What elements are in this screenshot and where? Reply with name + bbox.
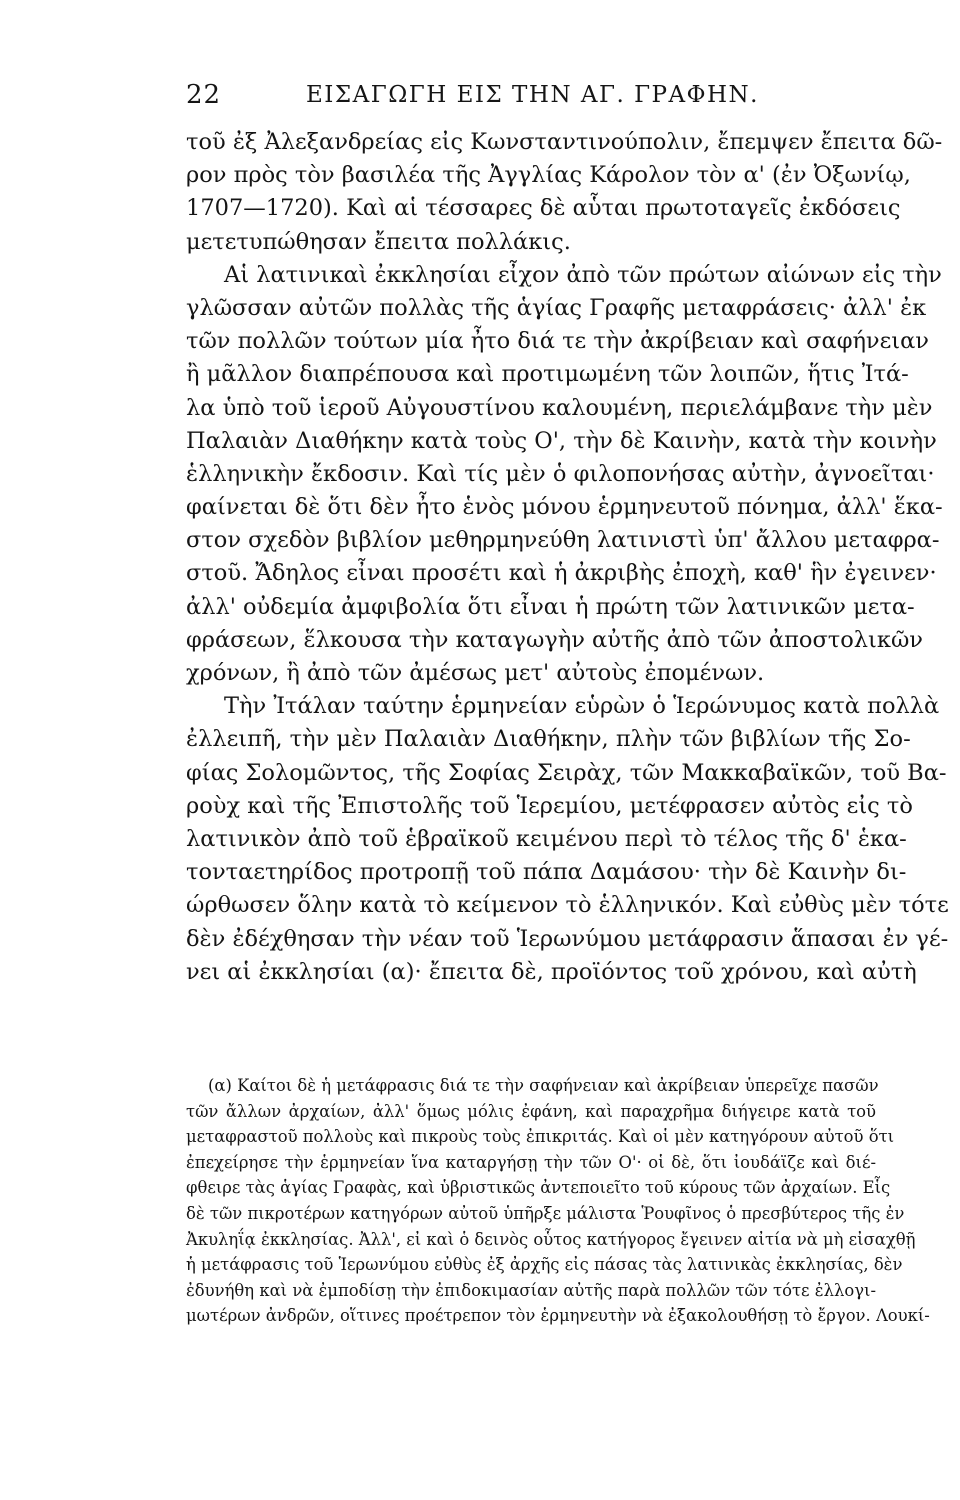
footnotes <box>186 1073 930 1329</box>
text-line: φίας Σολομῶντος, τῆς Σοφίας Σειρὰχ, τῶν Μακκαβαϊκῶν, τοῦ Βα- <box>186 759 947 786</box>
paragraph-start-line: Αἱ λατινικαὶ ἐκκλησίαι εἶχον ἀπὸ τῶν πρώτων αἰώνων εἰς τὴν <box>224 261 942 288</box>
text-line: ἢ μᾶλλον διαπρέπουσα καὶ προτιμωμένη τῶν λοιπῶν, ἥτις Ἰτά- <box>186 361 909 388</box>
footnote-line: δὲ τῶν πικροτέρων κατηγόρων αὐτοῦ ὑπῆρξε μάλιστα Ῥουφῖνος ὁ πρεσβύτερος τῆς ἐν <box>186 1203 905 1223</box>
text-line: μετετυπώθησαν ἔπειτα πολλάκις. <box>186 228 571 255</box>
text-line: λα ὑπὸ τοῦ ἱεροῦ Αὐγουστίνου καλουμένη, περιελάμβανε τὴν μὲν <box>186 394 933 421</box>
running-title: ΕΙΣΑΓΩΓΗ ΕΙΣ ΤΗΝ ΑΓ. ΓΡΑΦΗΝ. <box>306 82 759 108</box>
text-line: τοῦ ἐξ Ἀλεξανδρείας εἰς Κωνσταντινούπολιν, ἔπεμψεν ἔπειτα δῶ- <box>186 129 943 155</box>
text-line: στον σχεδὸν βιβλίον μεθηρμηνεύθη λατινιστὶ ὑπ' ἄλλου μεταφρα- <box>186 527 940 554</box>
main-text <box>186 126 949 989</box>
text-line: γλῶσσαν αὐτῶν πολλὰς τῆς ἁγίας Γραφῆς μεταφράσεις· ἀλλ' ἐκ <box>186 294 927 321</box>
footnote-line: τῶν ἄλλων ἀρχαίων, ἀλλ' ὅμως μόλις ἐφάνη, καὶ παραχρῆμα διήγειρε κατὰ τοῦ <box>186 1101 876 1121</box>
text-line: χρόνων, ἢ ἀπὸ τῶν ἀμέσως μετ' αὐτοὺς ἐπομένων. <box>186 660 765 686</box>
text-line: στοῦ. Ἄδηλος εἶναι προσέτι καὶ ἡ ἀκριβὴς ἐποχὴ, καθ' ἣν ἐγεινεν· <box>186 560 937 587</box>
text-line: ροὺχ καὶ τῆς Ἐπιστολῆς τοῦ Ἱερεμίου, μετέφρασεν αὐτὸς εἰς τὸ <box>186 792 913 819</box>
footnote-line: ἐδυνήθη καὶ νὰ ἐμποδίσῃ τὴν ἐπιδοκιμασίαν αὐτῆς παρὰ πολλῶν τῶν τότε ἐλλογι- <box>186 1280 876 1300</box>
page-header <box>186 76 876 120</box>
footnote-line: ἡ μετάφρασις τοῦ Ἱερωνύμου εὐθὺς ἐξ ἀρχῆς εἰς πάσας τὰς λατινικὰς ἐκκλησίας, δὲν <box>186 1255 903 1275</box>
text-line: τονταετηρίδος προτροπῇ τοῦ πάπα Δαμάσου· τὴν δὲ Καινὴν δι- <box>186 859 907 886</box>
text-line: δὲν ἐδέχθησαν τὴν νέαν τοῦ Ἱερωνύμου μετάφρασιν ἅπασαι ἐν γέ- <box>186 925 949 952</box>
paragraph-start-line: Τὴν Ἰτάλαν ταύτην ἑρμηνείαν εὑρὼν ὁ Ἱερώνυμος κατὰ πολλὰ <box>224 693 940 720</box>
text-line: ώρθωσεν ὅλην κατὰ τὸ κείμενον τὸ ἑλληνικόν. Καὶ εὐθὺς μὲν τότε <box>186 892 949 919</box>
text-line: ρον πρὸς τὸν βασιλέα τῆς Ἀγγλίας Κάρολον τὸν α' (ἐν Ὀξωνίῳ, <box>186 162 911 189</box>
text-line: τῶν πολλῶν τούτων μία ἦτο διά τε τὴν ἀκρίβειαν καὶ σαφήνειαν <box>186 328 929 355</box>
text-line: ἑλληνικὴν ἔκδοσιν. Καὶ τίς μὲν ὁ φιλοπονήσας αὐτὴν, ἀγνοεῖται· <box>186 460 935 487</box>
text-line: φράσεων, ἕλκουσα τὴν καταγωγὴν αὐτῆς ἀπὸ τῶν ἀποστολικῶν <box>186 626 923 653</box>
text-line: 1707—1720). Καὶ αἱ τέσσαρες δὲ αὗται πρωτοταγεῖς ἐκδόσεις <box>186 195 901 222</box>
text-line: νει αἱ ἐκκλησίαι (α)· ἔπειτα δὲ, προϊόντος τοῦ χρόνου, καὶ αὐτὴ <box>186 958 917 985</box>
footnote-line: μωτέρων ἀνδρῶν, οἵτινες προέτρεπον τὸν ἑρμηνευτὴν νὰ ἐξακολουθήσῃ τὸ ἔργον. Λουκί- <box>186 1306 930 1326</box>
text-line: ἐλλειπῆ, τὴν μὲν Παλαιὰν Διαθήκην, πλὴν τῶν βιβλίων τῆς Σο- <box>186 726 911 753</box>
text-line: Παλαιὰν Διαθήκην κατὰ τοὺς Ο', τὴν δὲ Καινὴν, κατὰ τὴν κοινὴν <box>186 427 937 454</box>
footnote-line: μεταφραστοῦ πολλοὺς καὶ πικροὺς τοὺς ἐπικριτάς. Καὶ οἱ μὲν κατηγόρουν αὐτοῦ ὅτι <box>186 1127 895 1147</box>
text-line: φαίνεται δὲ ὅτι δὲν ἦτο ἑνὸς μόνου ἑρμηνευτοῦ πόνημα, ἀλλ' ἕκα- <box>186 494 943 521</box>
footnote-line: (α) Καίτοι δὲ ἡ μετάφρασις διά τε τὴν σαφήνειαν καὶ ἀκρίβειαν ὑπερεῖχε πασῶν <box>208 1076 879 1095</box>
text-line: λατινικὸν ἀπὸ τοῦ ἑβραϊκοῦ κειμένου περὶ τὸ τέλος τῆς δ' ἑκα- <box>186 825 907 852</box>
footnote-line: ἐπεχείρησε τὴν ἑρμηνείαν ἵνα καταργήσῃ τὴν τῶν Ο'· οἱ δὲ, ὅτι ἰουδάϊζε καὶ διέ- <box>186 1152 876 1172</box>
text-line: ἀλλ' οὐδεμία ἀμφιβολία ὅτι εἶναι ἡ πρώτη τῶν λατινικῶν μετα- <box>186 593 915 620</box>
page-number: 22 <box>186 80 222 110</box>
footnote-line: φθειρε τὰς ἁγίας Γραφὰς, καὶ ὑβριστικῶς ἀντεποιεῖτο τοῦ κύρους τῶν ἀρχαίων. Εἷς <box>186 1178 891 1198</box>
footnote-line: Ἀκυληΐᾳ ἐκκλησίας. Ἀλλ', εἰ καὶ ὁ δεινὸς οὗτος κατήγορος ἔγεινεν αἰτία νὰ μὴ εἰσαχθῇ <box>186 1229 916 1249</box>
